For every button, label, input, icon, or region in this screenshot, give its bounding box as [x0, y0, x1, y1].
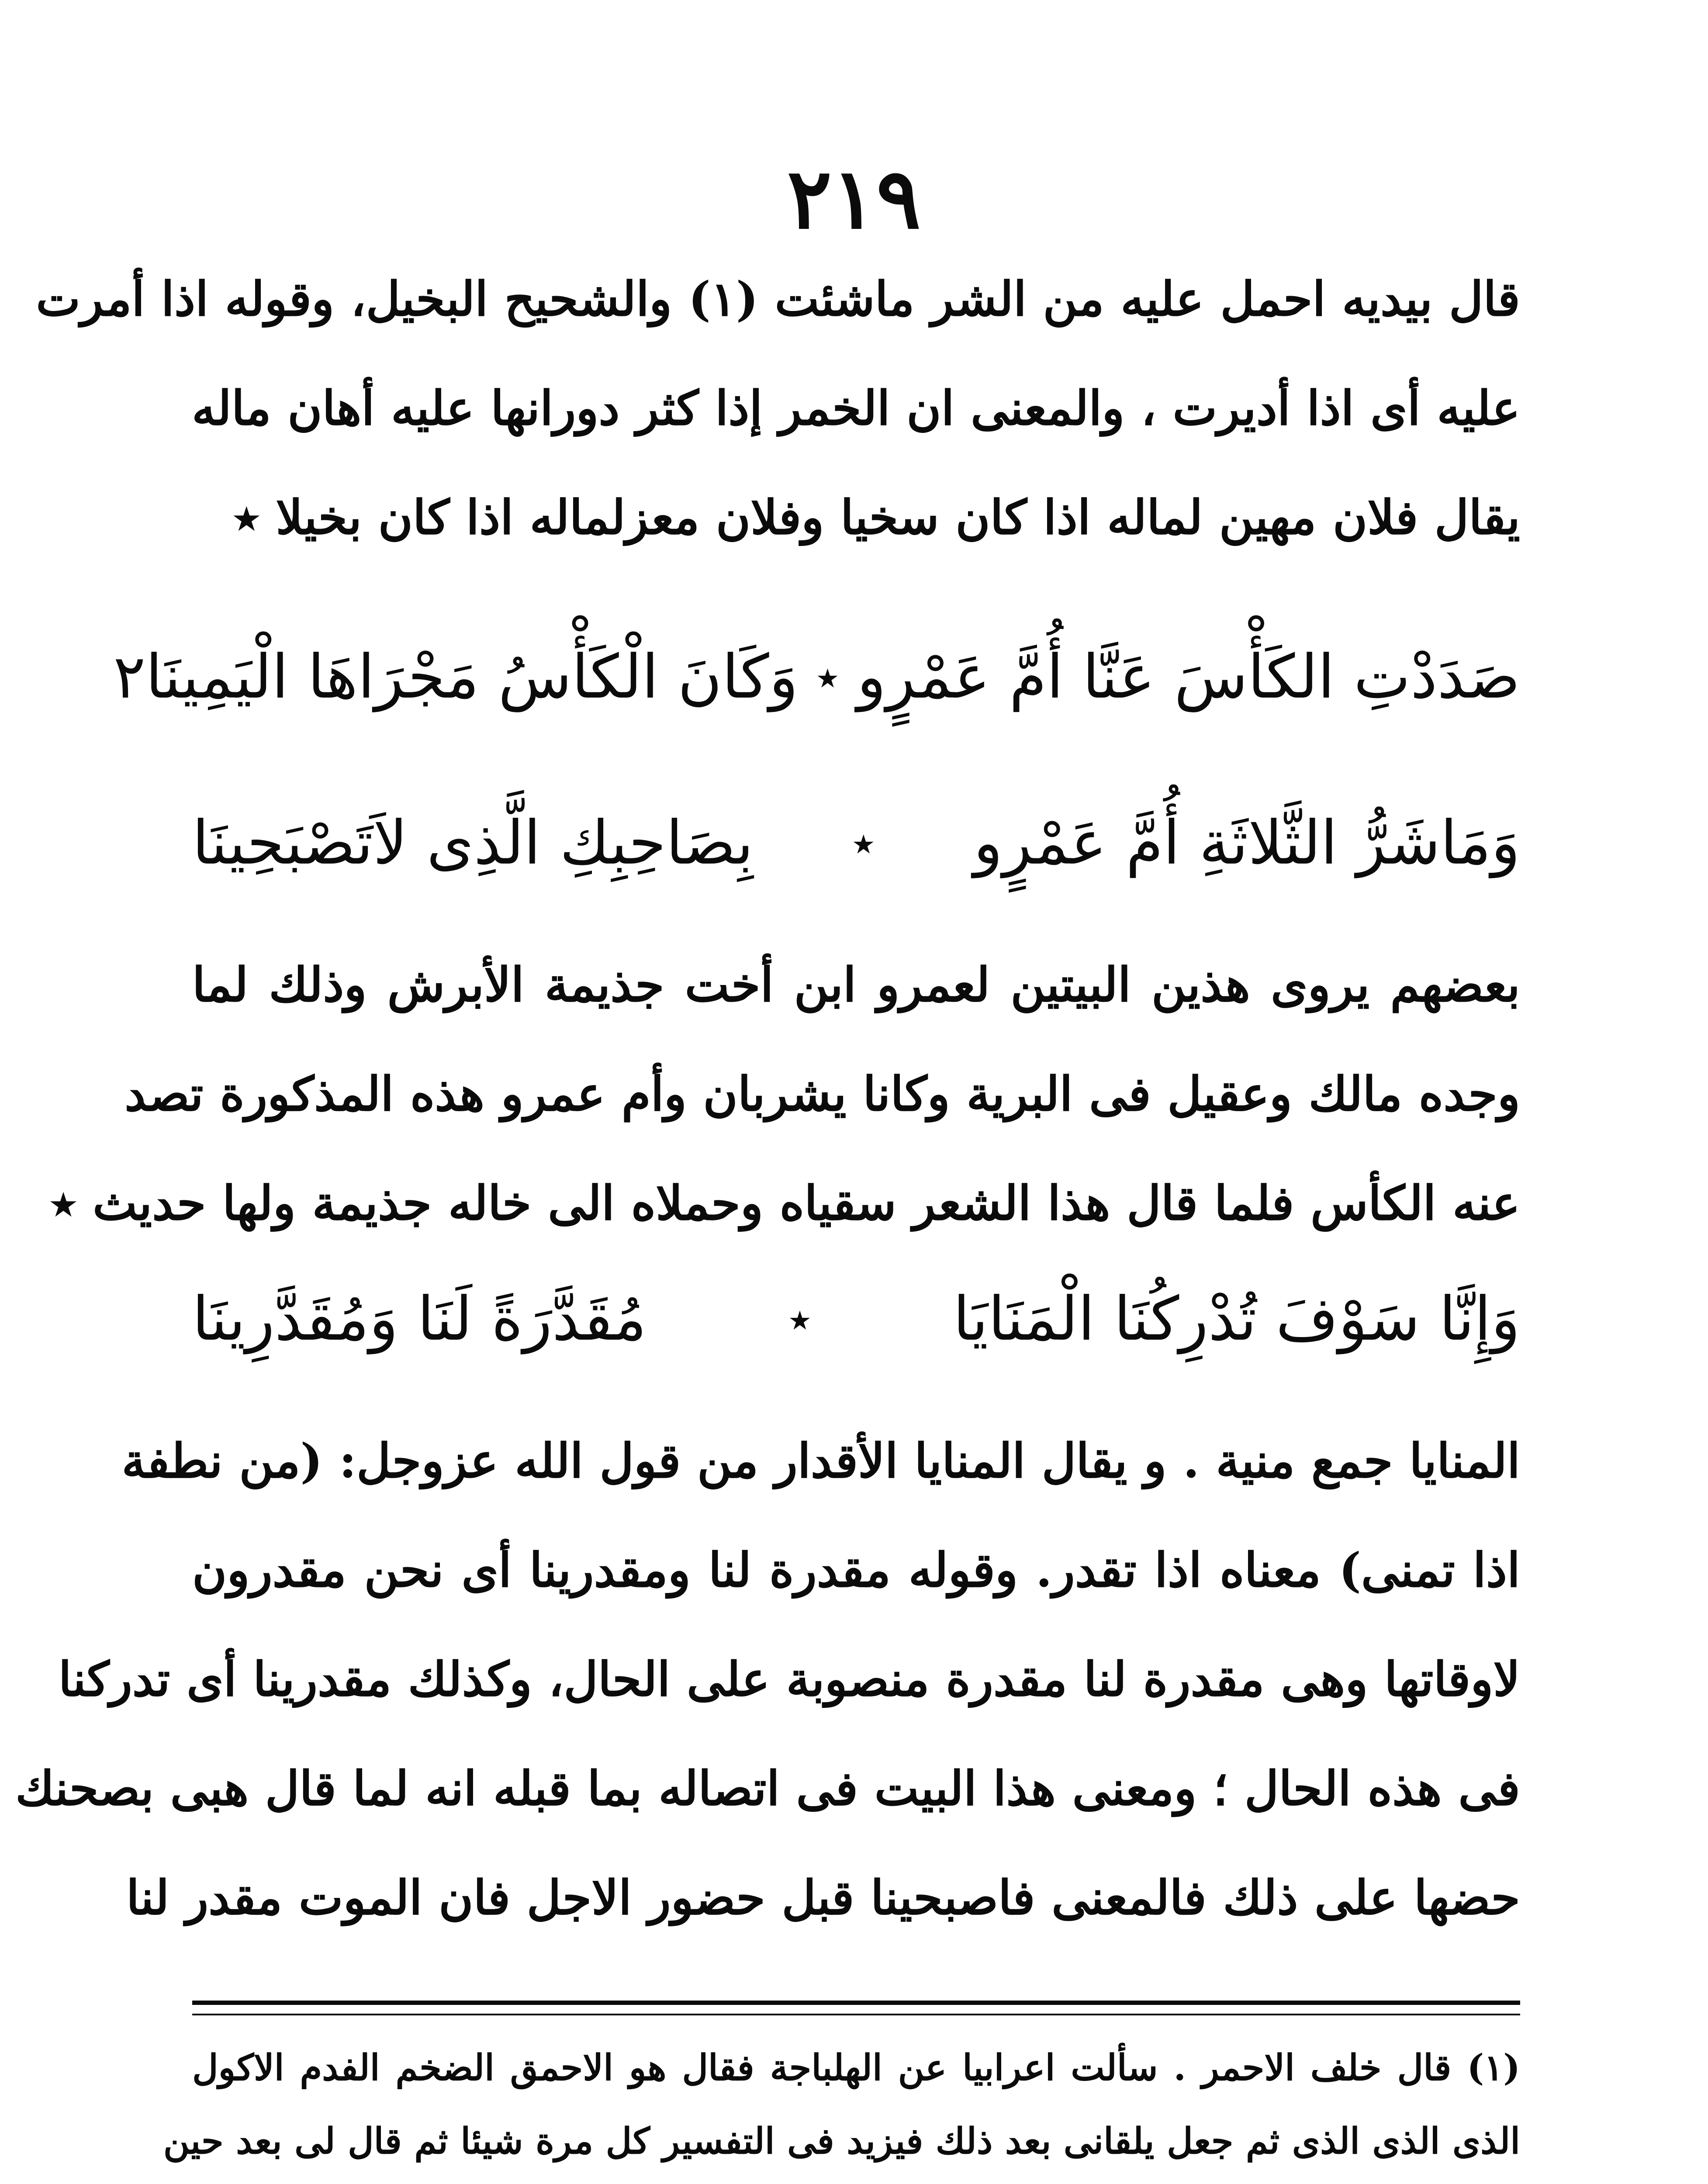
commentary-line: وجده مالك وعقيل فى البرية وكانا يشربان وأم عمرو هذه المذكورة تصد	[124, 1067, 1520, 1122]
commentary-line: المنايا جمع منية . و يقال المنايا الأقدار من قول الله عزوجل: (من نطفة	[121, 1434, 1520, 1489]
verse-second-hemistich: وَكَانَ الْكَأْسُ مَجْرَاهَا الْيَمِينَا٢	[113, 642, 799, 712]
footnote-divider	[192, 2001, 1520, 2005]
footnote-line: (١) قال خلف الاحمر . سألت اعرابيا عن الهلباجة فقال هو الاحمق الضخم الفدم الاكول	[192, 2047, 1520, 2089]
footnotes	[163, 2031, 1520, 2184]
verse-separator: ٭	[788, 1293, 812, 1344]
verse-first-hemistich: وَمَاشَرُّ الثَّلاثَةِ أُمَّ عَمْرٍو	[973, 808, 1520, 878]
footnote-line: الذى الذى الذى ثم جعل يلقانى بعد ذلك فيزيد فى التفسير كل مرة شيئا ثم قال لى بعد حين	[163, 2120, 1520, 2162]
verse-separator: ٭	[851, 817, 875, 868]
verse-second-hemistich: مُقَدَّرَةً لَنَا وَمُقَدَّرِينَا	[192, 1284, 647, 1355]
footnote-divider-thin	[192, 2014, 1520, 2015]
verse-second-hemistich: بِصَاحِبِكِ الَّذِى لاَتَصْبَحِينَا	[192, 808, 754, 878]
verse-3	[192, 1254, 1520, 1385]
commentary-line: فى هذه الحال ؛ ومعنى هذا البيت فى اتصاله بما قبله انه لما قال هبى بصحنك	[15, 1761, 1520, 1816]
commentary-line: قال بيديه احمل عليه من الشر ماشئت (١) والشحيح البخيل، وقوله اذا أمرت	[36, 272, 1520, 327]
commentary-line: بعضهم يروى هذين البيتين لعمرو ابن أخت جذيمة الأبرش وذلك لما	[192, 957, 1520, 1013]
commentary-line: اذا تمنى) معناه اذا تقدر. وقوله مقدرة لنا ومقدرينا أى نحن مقدرون	[192, 1543, 1520, 1598]
verse-first-hemistich: وَإِنَّا سَوْفَ تُدْرِكُنَا الْمَنَايَا	[953, 1284, 1520, 1355]
verse-separator: ٭	[816, 651, 840, 702]
commentary-line: عليه أى اذا أديرت ، والمعنى ان الخمر إذا كثر دورانها عليه أهان ماله	[192, 381, 1520, 436]
commentary-line: يقال فلان مهين لماله اذا كان سخيا وفلان معزلماله اذا كان بخيلا ٭	[233, 490, 1520, 545]
verse-2	[192, 778, 1520, 909]
footnote-line	[192, 2178, 1520, 2184]
commentary-line: لاوقاتها وهى مقدرة لنا مقدرة منصوبة على الحال، وكذلك مقدرينا أى تدركنا	[58, 1652, 1520, 1707]
commentary-top	[36, 245, 1520, 572]
commentary-line: عنه الكأس فلما قال هذا الشعر سقياه وحملاه الى خاله جذيمة ولها حديث ٭	[50, 1176, 1520, 1231]
page-number: ٢١٩	[787, 150, 921, 247]
commentary-middle	[50, 930, 1520, 1258]
verse-1	[113, 612, 1520, 743]
commentary-bottom	[15, 1406, 1520, 1952]
verse-first-hemistich: صَدَدْتِ الكَأْسَ عَنَّا أُمَّ عَمْرٍو	[857, 642, 1520, 712]
commentary-line: حضها على ذلك فالمعنى فاصبحينا قبل حضور الاجل فان الموت مقدر لنا	[126, 1870, 1520, 1925]
